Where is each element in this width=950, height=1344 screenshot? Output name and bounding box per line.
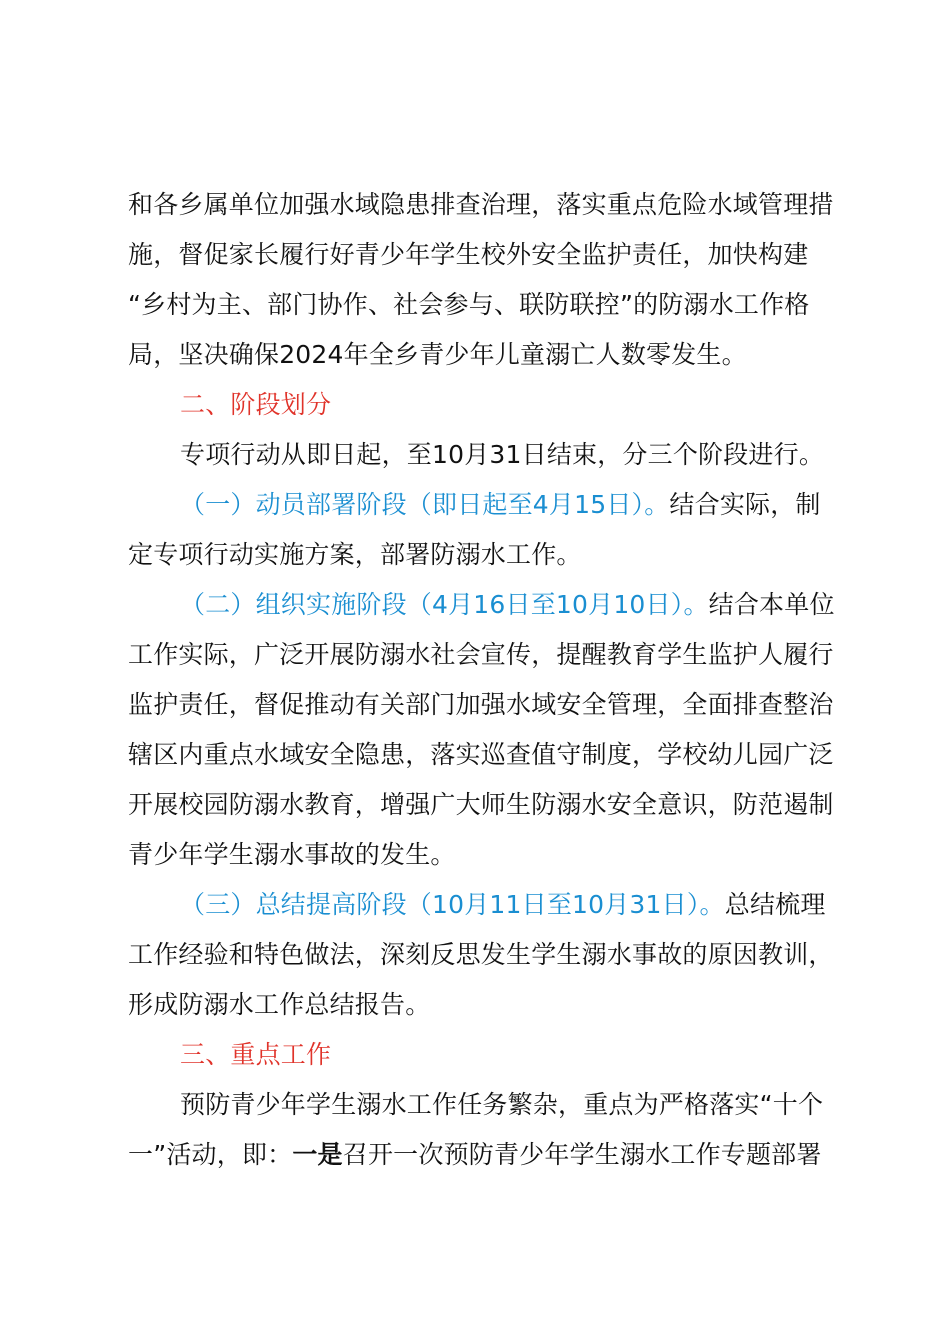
body-line: 施，督促家长履行好青少年学生校外安全监护责任，加快构建 (128, 240, 809, 269)
stage-two-line (128, 580, 848, 630)
stage-two-text: 结合本单位 (708, 590, 835, 619)
body-line: 辖区内重点水域安全隐患，落实巡查值守制度，学校幼儿园广泛 (128, 740, 834, 769)
section-heading-stage-division: 二、阶段划分 (180, 390, 332, 419)
stage-three-heading: （三）总结提高阶段（10月11日至10月31日）。 (180, 890, 725, 919)
body-line: 形成防溺水工作总结报告。 (128, 990, 431, 1019)
body-line: 局，坚决确保2024年全乡青少年儿童溺亡人数零发生。 (128, 340, 747, 369)
body-text: 召开一次预防青少年学生溺水工作专题部署 (342, 1140, 822, 1169)
body-line (128, 1130, 848, 1180)
body-line: 工作实际，广泛开展防溺水社会宣传，提醒教育学生监护人履行 (128, 640, 834, 669)
body-line: 青少年学生溺水事故的发生。 (128, 840, 456, 869)
body-paragraph: 预防青少年学生溺水工作任务繁杂，重点为严格落实“十个 (180, 1090, 824, 1119)
body-text: 一”活动，即： (128, 1140, 293, 1169)
body-line: 和各乡属单位加强水域隐患排查治理，落实重点危险水域管理措 (128, 190, 834, 219)
body-paragraph: 专项行动从即日起，至10月31日结束，分三个阶段进行。 (180, 440, 825, 469)
stage-one-line (128, 480, 848, 530)
section-heading-key-work: 三、重点工作 (180, 1040, 332, 1069)
body-line: “乡村为主、部门协作、社会参与、联防联控”的防溺水工作格 (128, 290, 810, 319)
body-line: 开展校园防溺水教育，增强广大师生防溺水安全意识，防范遏制 (128, 790, 834, 819)
body-line: 监护责任，督促推动有关部门加强水域安全管理，全面排查整治 (128, 690, 834, 719)
stage-one-heading: （一）动员部署阶段（即日起至4月15日）。 (180, 490, 670, 519)
body-line: 定专项行动实施方案，部署防溺水工作。 (128, 540, 582, 569)
bold-marker: 一是 (292, 1140, 343, 1169)
stage-three-line (128, 880, 848, 930)
stage-two-heading: （二）组织实施阶段（4月16日至10月10日）。 (180, 590, 709, 619)
body-line: 工作经验和特色做法，深刻反思发生学生溺水事故的原因教训， (128, 940, 834, 969)
stage-three-text: 总结梳理 (724, 890, 826, 919)
stage-one-text: 结合实际，制 (669, 490, 821, 519)
document-body (128, 180, 848, 1180)
